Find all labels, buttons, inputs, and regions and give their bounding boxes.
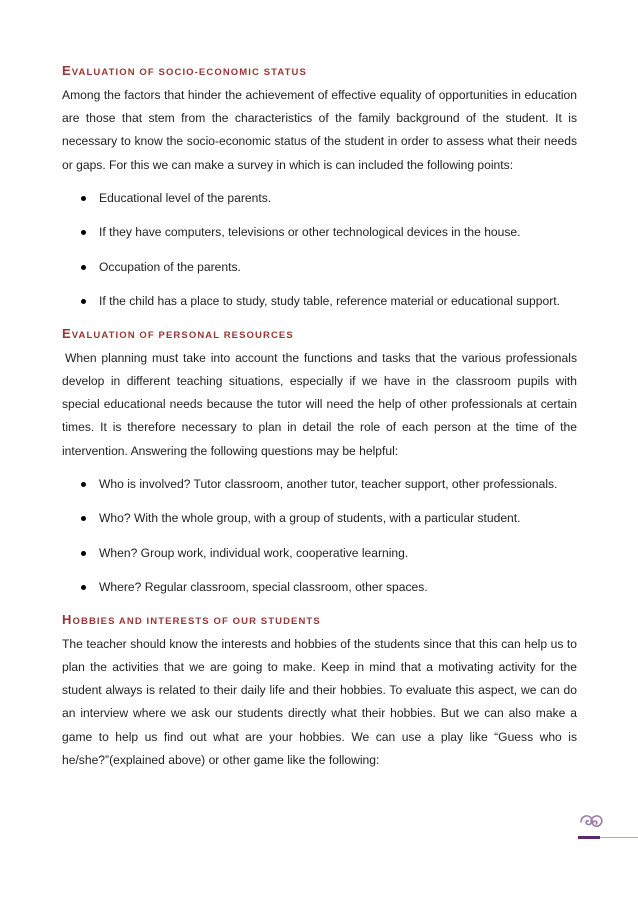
footer-rule — [600, 837, 638, 838]
heading-text: VALUATION OF SOCIO-ECONOMIC STATUS — [71, 67, 307, 78]
document-page — [62, 62, 577, 772]
list-item: When? Group work, individual work, cooperative learning. — [62, 546, 577, 581]
footer-accent-bar — [578, 836, 600, 839]
spiral-logo-icon — [578, 812, 604, 832]
heading-initial: E — [62, 325, 72, 341]
list-item: Educational level of the parents. — [62, 191, 577, 226]
section-paragraph-socio-economic: Among the factors that hinder the achievement of effective equality of opportunities in education are those that stem from the characteristics of the family background of the student. It is necessary to know the socio-economic status of the student in order to assess what their needs or gaps. For this we can make a survey in which is can included the following points: — [62, 88, 577, 172]
list-item: If they have computers, televisions or other technological devices in the house. — [62, 225, 577, 260]
heading-initial: H — [62, 611, 73, 627]
heading-initial: E — [62, 63, 72, 78]
bullet-list-socio-economic — [62, 191, 577, 329]
list-item: Occupation of the parents. — [62, 260, 577, 295]
list-item: Who? With the whole group, with a group of students, with a particular student. — [62, 511, 577, 546]
heading-text: VALUATION OF PERSONAL RESOURCES — [71, 329, 294, 341]
bullet-list-personal-resources — [62, 477, 577, 615]
list-item: Where? Regular classroom, special classroom, other spaces. — [62, 580, 577, 615]
heading-text: OBBIES AND INTERESTS OF OUR STUDENTS — [72, 615, 321, 627]
list-item: If the child has a place to study, study table, reference material or educational support. — [62, 294, 577, 329]
section-heading-socio-economic — [62, 62, 577, 82]
section-paragraph-hobbies: The teacher should know the interests and hobbies of the students since that this can help us to plan the activities that we are going to make. Keep in mind that a motivating activity for the student always is related to their daily life and their hobbies. To evaluate this aspect, we can do an interview where we ask our students directly what their hobbies. But we can also make a game to help us find out what are your hobbies. We can use a play like “Guess who is he/she?”(explained above) or other game like the following: — [62, 636, 577, 767]
list-item: Who is involved? Tutor classroom, another tutor, teacher support, other professionals. — [62, 477, 577, 512]
section-paragraph-personal-resources: When planning must take into account the functions and tasks that the various professionals develop in different teaching situations, especially if we have in the classroom pupils with special educational needs because the tutor will need the help of other professionals at certain times. It is therefore necessary to plan in detail the role of each person at the time of the intervention. Answering the following questions may be helpful: — [62, 350, 577, 458]
